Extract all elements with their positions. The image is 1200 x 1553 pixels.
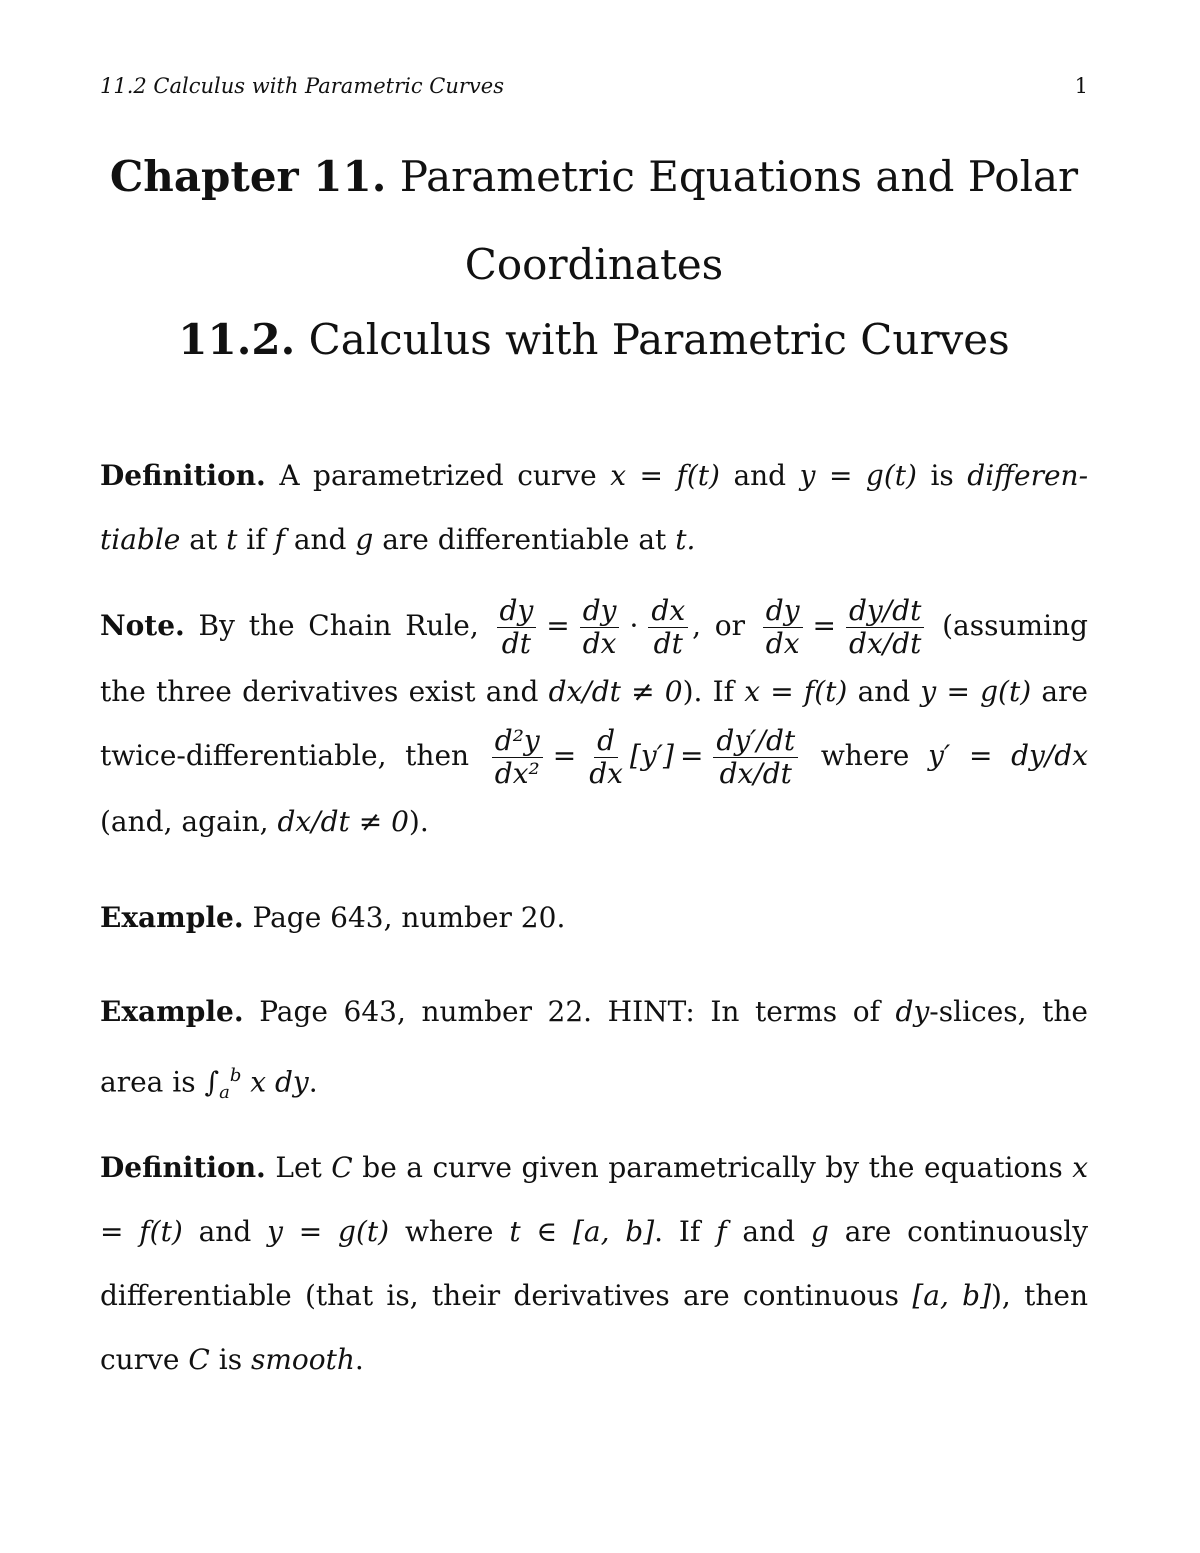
math-expression: x = f(t): [744, 675, 848, 709]
text: , or: [692, 609, 746, 642]
math-variable: g: [810, 1215, 829, 1248]
math-expression: dx/dt ≠ 0: [548, 675, 683, 709]
math-expression: [y′]: [629, 739, 674, 773]
text: .: [354, 1343, 364, 1376]
text: are twice-differentiable, then: [100, 675, 1088, 773]
text: if: [246, 523, 266, 556]
definition-smooth: [100, 1136, 1088, 1392]
math-variable: C: [331, 1151, 353, 1184]
integral-lower-bound: a: [219, 1081, 230, 1103]
denominator: dx: [589, 757, 623, 791]
numerator: dy: [497, 595, 537, 628]
text: and: [742, 1215, 796, 1248]
text: at: [189, 523, 218, 556]
math-expression: y = g(t): [799, 459, 917, 492]
fraction: [763, 595, 803, 660]
example-label: Example.: [100, 901, 244, 934]
page-number: 1: [1074, 74, 1088, 98]
fraction: [648, 595, 688, 660]
denominator: dx²: [494, 757, 540, 791]
math-expression: dx/dt ≠ 0: [277, 805, 409, 839]
integral-sign: ∫: [204, 1065, 220, 1099]
definition-label: Definition.: [100, 1151, 266, 1184]
example-label: Example.: [100, 995, 244, 1028]
text: -slices, the area is: [100, 995, 1088, 1099]
fraction: [497, 595, 537, 660]
math-expression: y = g(t): [920, 675, 1032, 709]
note-label: Note.: [100, 609, 185, 642]
text: ).: [408, 805, 429, 839]
text: is: [218, 1343, 243, 1376]
math-variable: dy: [895, 995, 930, 1028]
text: (and, again,: [100, 805, 269, 839]
text: ), then curve: [100, 1279, 1088, 1376]
defined-term: differen-tiable: [100, 459, 1089, 556]
fraction: [846, 595, 924, 660]
numerator: d²y: [492, 725, 543, 758]
fraction: [580, 595, 620, 660]
numerator: dy: [763, 595, 803, 628]
integral-upper-bound: b: [229, 1065, 242, 1086]
math-expression: x = f(t): [610, 459, 720, 492]
text: .: [308, 1065, 318, 1099]
running-title: 11.2 Calculus with Parametric Curves: [100, 74, 504, 98]
fraction: [586, 725, 626, 790]
example-2: [100, 980, 1088, 1125]
note-chain-rule: Note. By the Chain Rule, $\frac{dy}{dt}$ = $\frac{dy}{dx}$ · $\frac{dx}{dt}$ , or $\frac{dy}{dx}$ = $\frac{dy/dt}{dx/dt}$ (assuming the three derivatives exist and dx/dt ≠ 0). If x = f(t) and y = g(t) are twice-differentiable, then $\frac{\text{d²y}}{\text{dx²}}$ = $\frac{d}{dx}$ [y′] = $\frac{dy'/dt}{dx/dt}$ where y′ = dy/dx (and, again, dx/dt ≠ 0).: [100, 593, 1088, 839]
denominator: dx: [765, 627, 800, 660]
numerator: dx: [648, 595, 688, 628]
math-variable: C: [188, 1343, 210, 1376]
text: A parametrized curve: [279, 459, 597, 492]
fraction: [492, 725, 543, 790]
math-variable: f: [716, 1215, 727, 1248]
text: Page 643, number 22. HINT: In terms of: [259, 995, 880, 1028]
example-1: [100, 886, 1088, 950]
math-expression: y′ = dy/dx: [928, 739, 1088, 773]
defined-term: smooth: [250, 1343, 355, 1376]
math-expression: x dy: [250, 1065, 309, 1099]
numerator: dy/dt: [846, 595, 924, 628]
text: are differentiable at: [382, 523, 667, 556]
chapter-label: Chapter 11.: [109, 152, 387, 201]
fraction: [713, 725, 798, 790]
text: are continuously differentiable (that is, their derivatives are continuous: [100, 1215, 1089, 1312]
section-label: 11.2.: [178, 315, 296, 364]
math-variable: f: [274, 523, 285, 556]
text: By the Chain Rule,: [198, 609, 479, 642]
chapter-title: [100, 133, 1088, 309]
running-header: [100, 74, 1088, 98]
text: where: [404, 1215, 494, 1248]
chapter-title-line1: Parametric Equations and Polar: [399, 152, 1079, 201]
numerator: dy′/dt: [713, 725, 798, 758]
text: . If: [654, 1215, 701, 1248]
numerator: d: [594, 725, 618, 758]
text: and: [733, 459, 787, 492]
text: and: [198, 1215, 252, 1248]
text: and: [857, 675, 911, 709]
math-expression: [a, b]: [912, 1279, 991, 1312]
section-title: [100, 312, 1088, 368]
text: and: [293, 523, 347, 556]
text: Page 643, number 20.: [252, 901, 566, 934]
text: be a curve given parametrically by the equations: [362, 1151, 1063, 1184]
math-variable: g: [355, 523, 374, 556]
text: Let: [275, 1151, 322, 1184]
text: (assuming the three derivatives exist and: [100, 609, 1088, 709]
text: ). If: [682, 675, 735, 709]
math-expression: x = f(t): [100, 1151, 1089, 1248]
math-variable: t.: [675, 523, 696, 556]
denominator: dx/dt: [849, 627, 922, 660]
numerator: dy: [580, 595, 620, 628]
math-expression: y = g(t): [267, 1215, 390, 1248]
math-variable: t: [226, 523, 238, 556]
definition-differentiable: [100, 444, 1088, 572]
chapter-title-line2: Coordinates: [464, 240, 724, 289]
denominator: dx/dt: [719, 757, 792, 791]
denominator: dt: [653, 627, 683, 660]
denominator: dx: [582, 627, 617, 660]
denominator: dt: [501, 627, 531, 660]
text: is: [930, 459, 954, 492]
text: where: [820, 739, 910, 773]
section-title-text: Calculus with Parametric Curves: [308, 315, 1010, 364]
math-expression: t ∈ [a, b]: [509, 1215, 655, 1248]
definition-label: Definition.: [100, 459, 266, 492]
